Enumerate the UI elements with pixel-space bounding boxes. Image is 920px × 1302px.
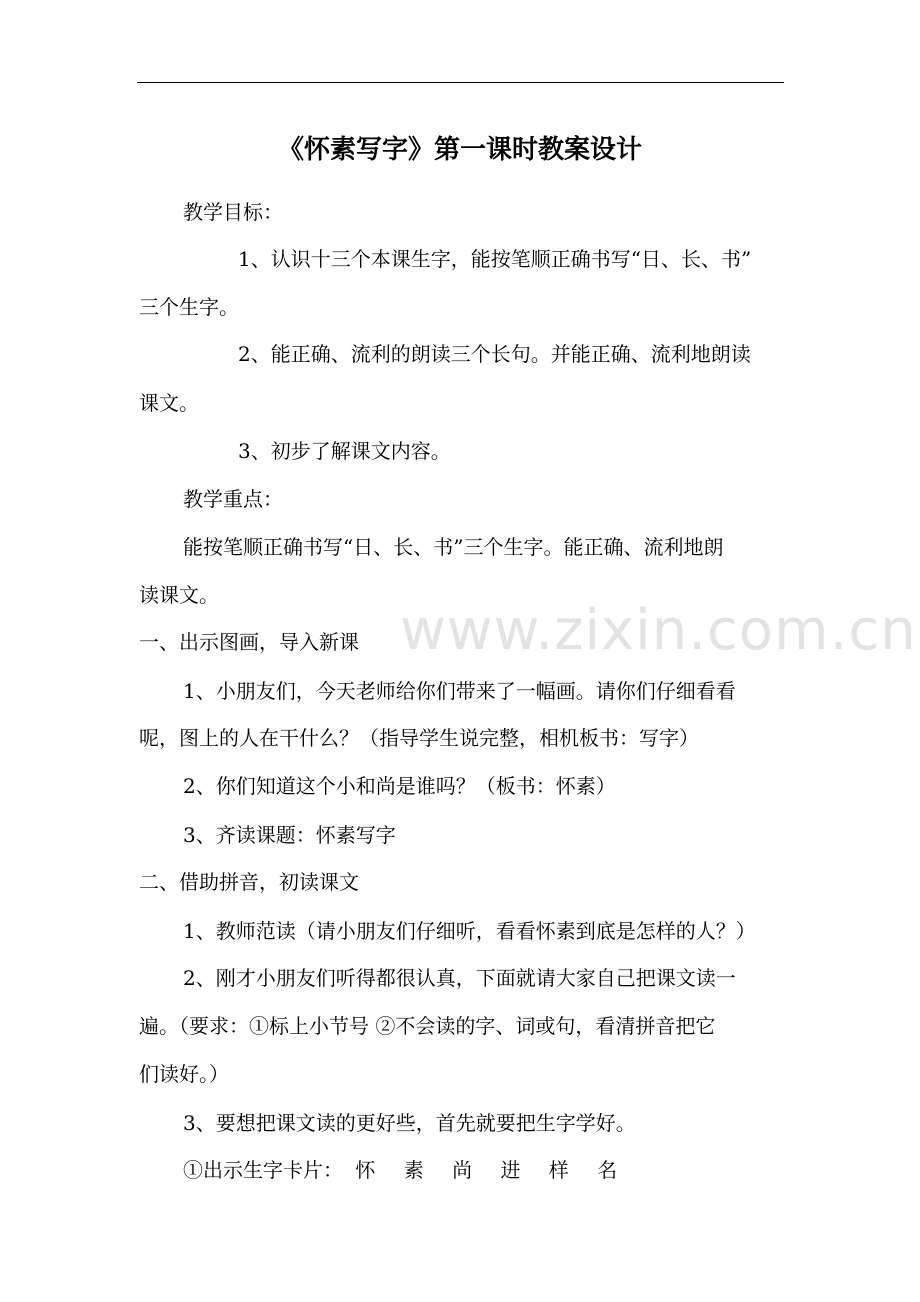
paragraph-line: 1、小朋友们，今天老师给你们带来了一幅画。请你们仔细看看 [183,679,736,703]
character-card: 样 [548,1158,569,1182]
section-heading: 二、借助拼音，初读课文 [139,870,359,894]
paragraph-line: 3、要想把课文读的更好些，首先就要把生字学好。 [183,1111,636,1135]
header-rule [137,82,784,83]
paragraph-line: 课文。 [139,391,199,415]
character-card: 尚 [452,1158,473,1182]
cards-label: ①出示生字卡片： [183,1158,343,1182]
paragraph-line: 2、你们知道这个小和尚是谁吗？（板书：怀素） [183,774,616,798]
document-title: 《怀素写字》第一课时教案设计 [277,135,642,165]
watermark: www.zixin.com.cn [400,598,917,663]
paragraph-line: 2、刚才小朋友们听得都很认真，下面就请大家自己把课文读一 [183,966,736,990]
section-heading: 教学重点： [183,487,283,511]
paragraph-line: 1、教师范读（请小朋友们仔细听，看看怀素到底是怎样的人？） [183,919,756,943]
character-cards-line [183,1155,639,1185]
character-card: 进 [500,1158,521,1182]
character-card: 素 [403,1158,424,1182]
paragraph-line: 们读好。） [139,1062,229,1086]
paragraph-line: 能按笔顺正确书写“日、长、书”三个生字。能正确、流利地朗 [183,535,724,559]
paragraph-line: 3、齐读课题：怀素写字 [183,823,396,847]
paragraph-line: 读课文。 [139,583,219,607]
character-card: 怀 [355,1158,376,1182]
paragraph-line: 3、初步了解课文内容。 [238,439,451,463]
paragraph-line: 2、能正确、流利的朗读三个长句。并能正确、流利地朗读 [238,342,751,366]
paragraph-line: 1、认识十三个本课生字，能按笔顺正确书写“日、长、书” [238,247,752,271]
character-card: 名 [597,1158,618,1182]
section-heading: 一、出示图画，导入新课 [139,630,359,654]
paragraph-line: 遍。（要求：①标上小节号 ②不会读的字、词或句，看清拼音把它 [139,1014,716,1038]
paragraph-line: 三个生字。 [139,295,239,319]
section-heading: 教学目标： [183,200,283,224]
paragraph-line: 呢，图上的人在干什么？（指导学生说完整，相机板书：写字） [139,726,699,750]
